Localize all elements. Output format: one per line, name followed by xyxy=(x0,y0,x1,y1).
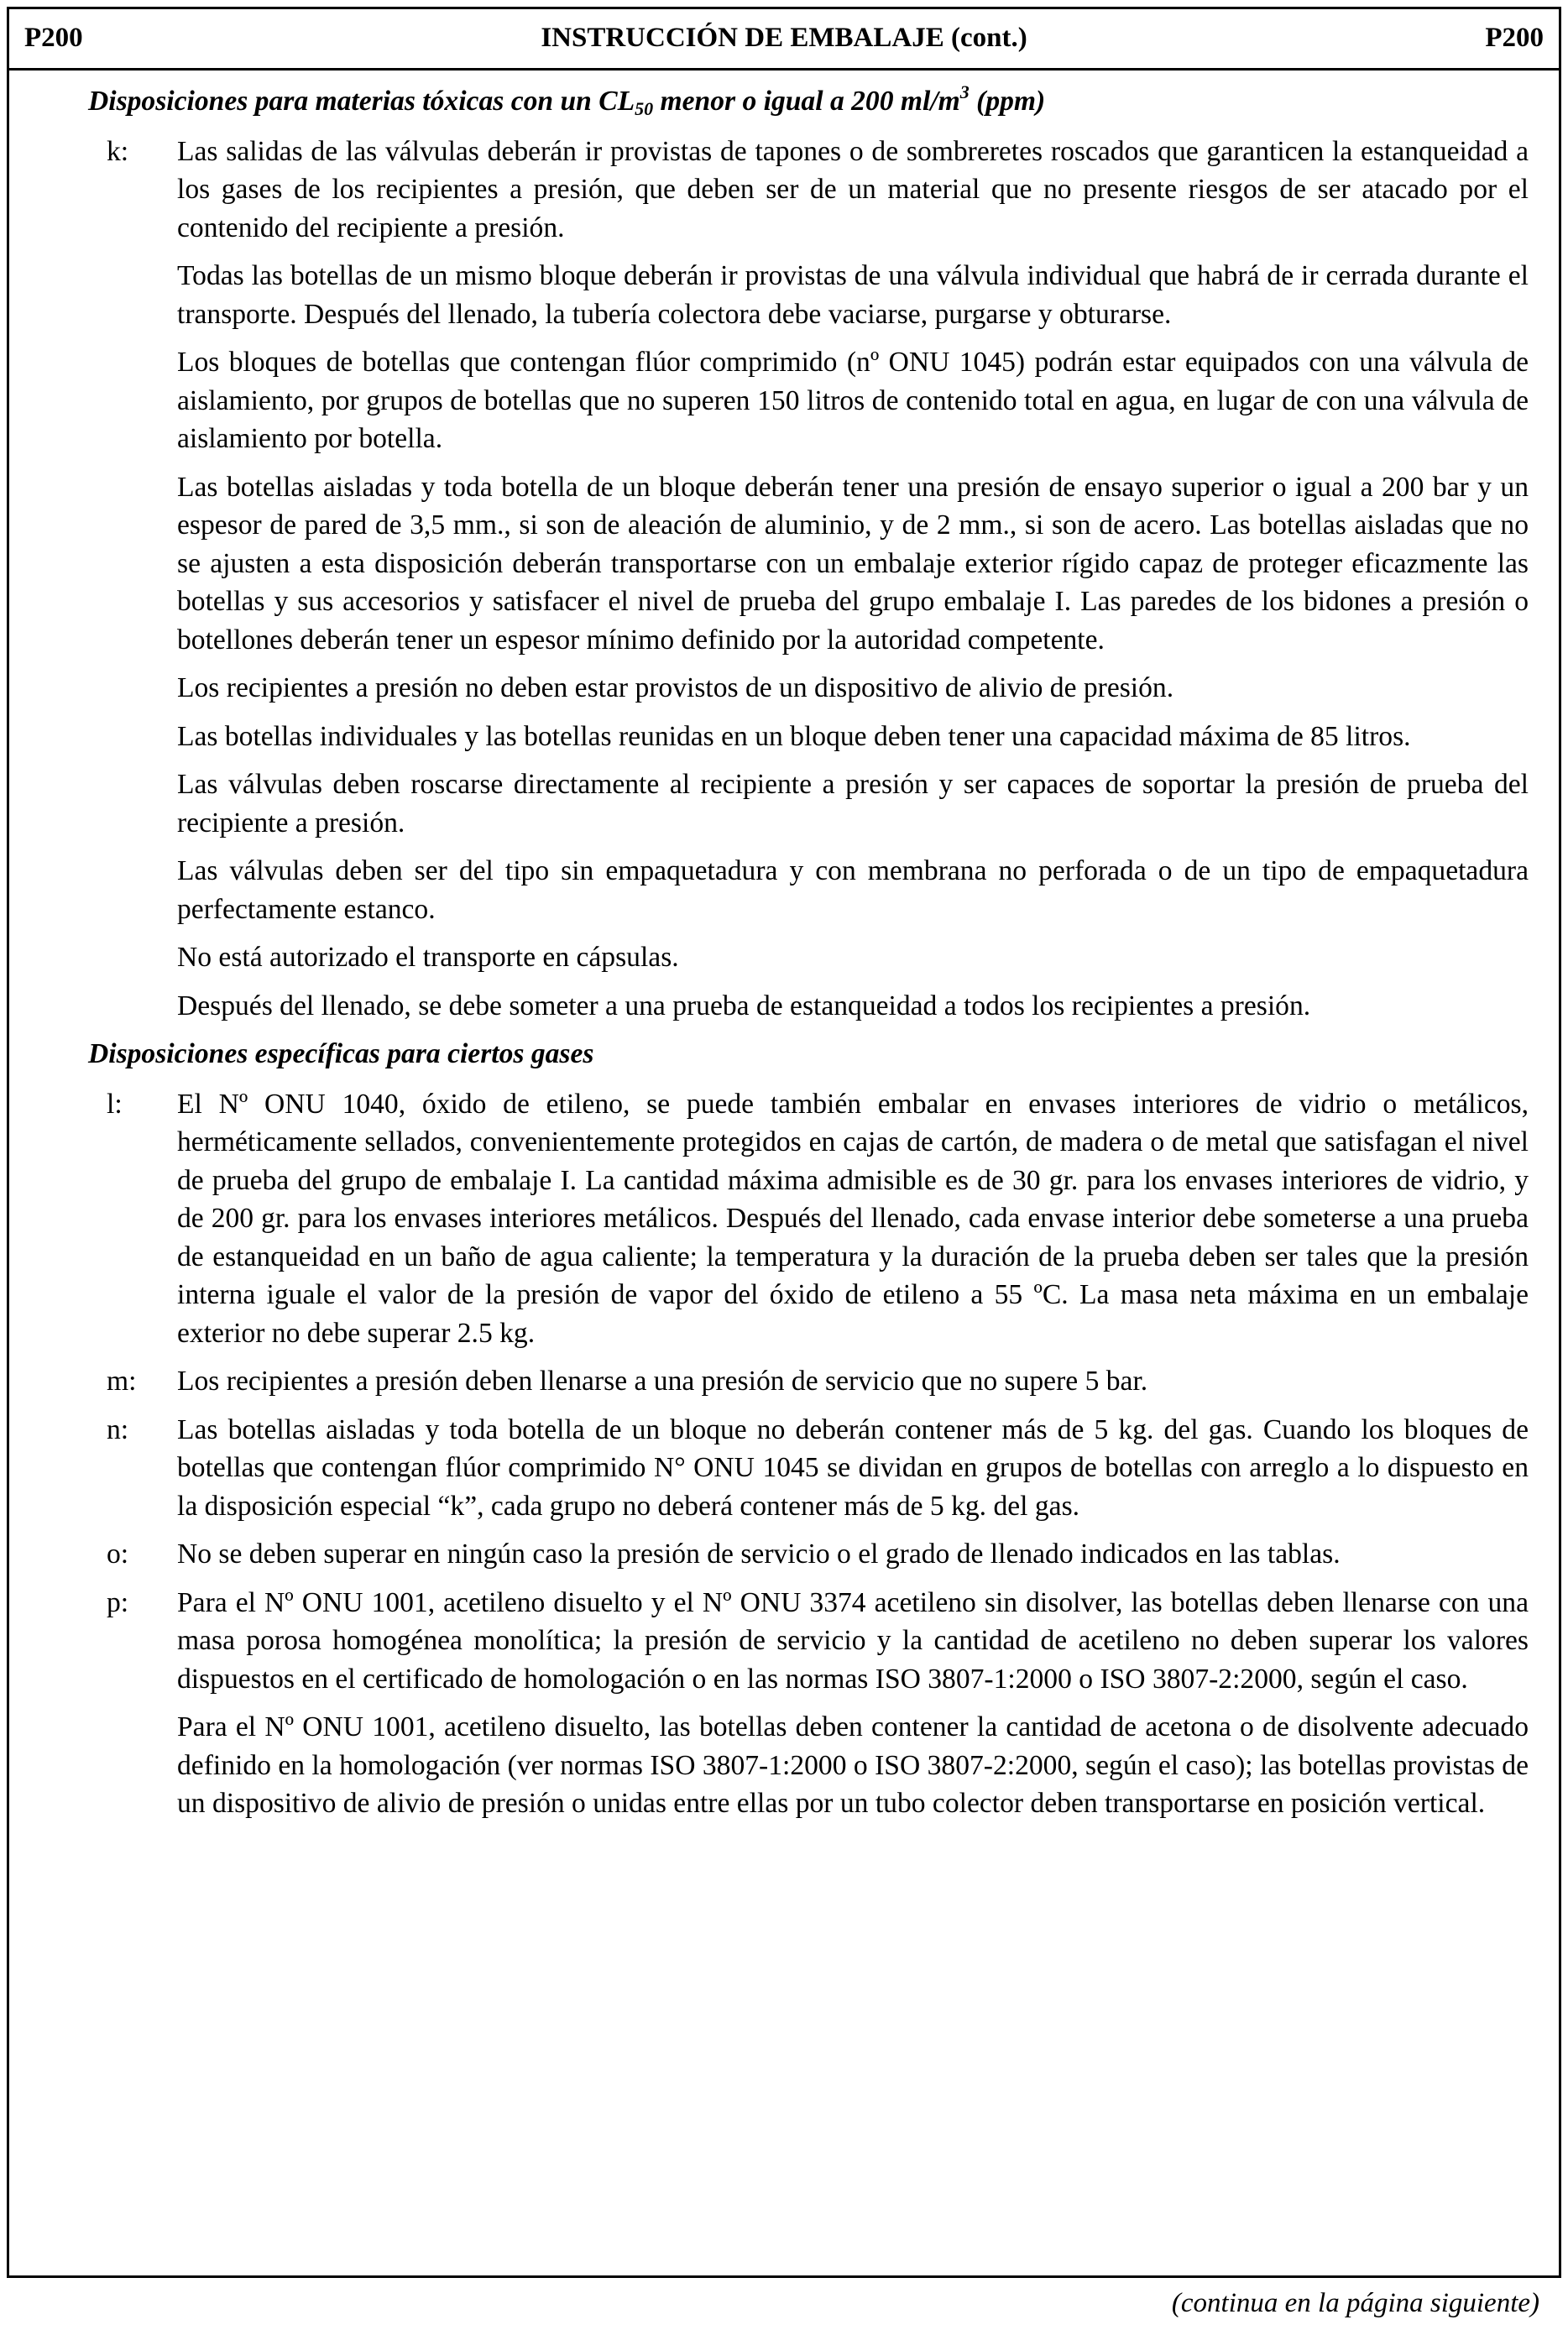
clause-paragraph: Las botellas aisladas y toda botella de un bloque no deberán contener más de 5 kg. del gas. Cuando los bloques de botellas que contengan flúor comprimido N° ONU 1045 se dividan en grupos de botellas con arreglo a lo dispuesto en la disposición especial “k”, cada grupo no deberá contener más de 5 kg. del gas. xyxy=(177,1413,1529,1522)
clause-p xyxy=(90,1584,1529,1823)
clause-n xyxy=(90,1411,1529,1526)
clause-paragraph: Después del llenado, se debe someter a una prueba de estanqueidad a todos los recipientes a presión. xyxy=(177,990,1311,1021)
clause-paragraph: Las válvulas deben ser del tipo sin empaquetadura y con membrana no perforada o de un tipo de empaquetadura perfectamente estanco. xyxy=(177,855,1529,925)
section-title-text: Disposiciones para materias tóxicas con un CL xyxy=(88,86,635,117)
clause-label: k: xyxy=(107,135,129,167)
clause-paragraph: No está autorizado el transporte en cápsulas. xyxy=(177,942,679,973)
section-title-subscript: 50 xyxy=(635,98,654,119)
section-title-toxic xyxy=(88,82,1529,121)
clause-paragraph: Los recipientes a presión deben llenarse a una presión de servicio que no supere 5 bar. xyxy=(177,1366,1148,1397)
code-right: P200 xyxy=(1485,23,1544,53)
clause-paragraph: El Nº ONU 1040, óxido de etileno, se puede también embalar en envases interiores de vidrio o metálicos, herméticamente sellados, convenientemente protegidos en cajas de cartón, de madera o de metal que satisfagan el nivel de prueba del grupo de embalaje I. La cantidad máxima admisible es de 30 gr. para los envases interiores de vidrio, y de 200 gr. para los envases interiores metálicos. Después del llenado, cada envase interior debe someterse a una prueba de estanqueidad en un baño de agua caliente; la temperatura y la duración de la prueba deben ser tales que la presión interna iguale el valor de la presión de vapor del óxido de etileno a 55 ºC. La masa neta máxima en un embalaje exterior no debe superar 2.5 kg. xyxy=(177,1088,1529,1349)
clause-paragraph: Las botellas aisladas y toda botella de un bloque deberán tener una presión de ensayo superior o igual a 200 bar y un espesor de pared de 3,5 mm., si son de aleación de aluminio, y de 2 mm., si son de acero. Las botellas aisladas que no se ajusten a esta disposición deberán transportarse con un embalaje exterior rígido capaz de proteger eficazmente las botellas y sus accesorios y satisfacer el nivel de prueba del grupo embalaje I. Las paredes de los bidones a presión o botellones deberán tener un espesor mínimo definido por la autoridad competente. xyxy=(177,471,1529,656)
clause-k xyxy=(90,133,1529,1026)
clause-label: n: xyxy=(107,1413,129,1445)
continuation-note: (continua en la página siguiente) xyxy=(1171,2288,1539,2318)
section-title-specific-gases: Disposiciones específicas para ciertos gases xyxy=(88,1038,594,1069)
clause-paragraph: Para el Nº ONU 1001, acetileno disuelto y el Nº ONU 3374 acetileno sin disolver, las botellas deben llenarse con una masa porosa homogénea monolítica; la presión de servicio y la cantidad de acetileno no deben superar los valores dispuestos en el certificado de homologación o en las normas ISO 3807-1:2000 o ISO 3807-2:2000, según el caso. xyxy=(177,1586,1529,1695)
page-title: INSTRUCCIÓN DE EMBALAJE (cont.) xyxy=(541,23,1027,53)
instruction-content xyxy=(9,71,1559,1823)
clause-paragraph: Los bloques de botellas que contengan flúor comprimido (nº ONU 1045) podrán estar equipados con una válvula de aislamiento, por grupos de botellas que no superen 150 litros de contenido total en agua, en lugar de con una válvula de aislamiento por botella. xyxy=(177,347,1529,454)
clause-label: m: xyxy=(107,1366,137,1397)
section-title-text: (ppm) xyxy=(969,86,1046,117)
clause-paragraph: Los recipientes a presión no deben estar provistos de un dispositivo de alivio de presión. xyxy=(177,672,1174,703)
section-title-superscript: 3 xyxy=(959,81,970,102)
clause-l xyxy=(90,1085,1529,1353)
clause-paragraph: No se deben superar en ningún caso la presión de servicio o el grado de llenado indicados en las tablas. xyxy=(177,1539,1341,1570)
clause-paragraph: Para el Nº ONU 1001, acetileno disuelto, las botellas deben contener la cantidad de acetona o de disolvente adecuado definido en la homologación (ver normas ISO 3807-1:2000 o ISO 3807-2:2000, según el caso); las botellas provistas de un dispositivo de alivio de presión o unidas entre ellas por un tubo colector deben transportarse en posición vertical. xyxy=(177,1711,1529,1819)
table-header xyxy=(9,9,1559,71)
clause-paragraph: Todas las botellas de un mismo bloque deberán ir provistas de una válvula individual que habrá de ir cerrada durante el transporte. Después del llenado, la tubería colectora debe vaciarse, purgarse y obturarse. xyxy=(177,260,1529,330)
clause-label: l: xyxy=(107,1088,123,1120)
clause-label: p: xyxy=(107,1586,129,1618)
section-title-text: menor o igual a 200 ml/m xyxy=(653,86,960,117)
instruction-box xyxy=(7,7,1561,2278)
clause-m xyxy=(90,1362,1529,1401)
code-left: P200 xyxy=(24,23,83,53)
clause-o xyxy=(90,1535,1529,1574)
clause-paragraph: Las salidas de las válvulas deberán ir provistas de tapones o de sombreretes roscados que garanticen la estanqueidad a los gases de los recipientes a presión, que deben ser de un material que no presente riesgos de ser atacado por el contenido del recipiente a presión. xyxy=(177,135,1529,243)
clause-label: o: xyxy=(107,1539,129,1570)
clause-paragraph: Las válvulas deben roscarse directamente al recipiente a presión y ser capaces de soportar la presión de prueba del recipiente a presión. xyxy=(177,769,1529,838)
clause-paragraph: Las botellas individuales y las botellas reunidas en un bloque deben tener una capacidad máxima de 85 litros. xyxy=(177,720,1411,752)
